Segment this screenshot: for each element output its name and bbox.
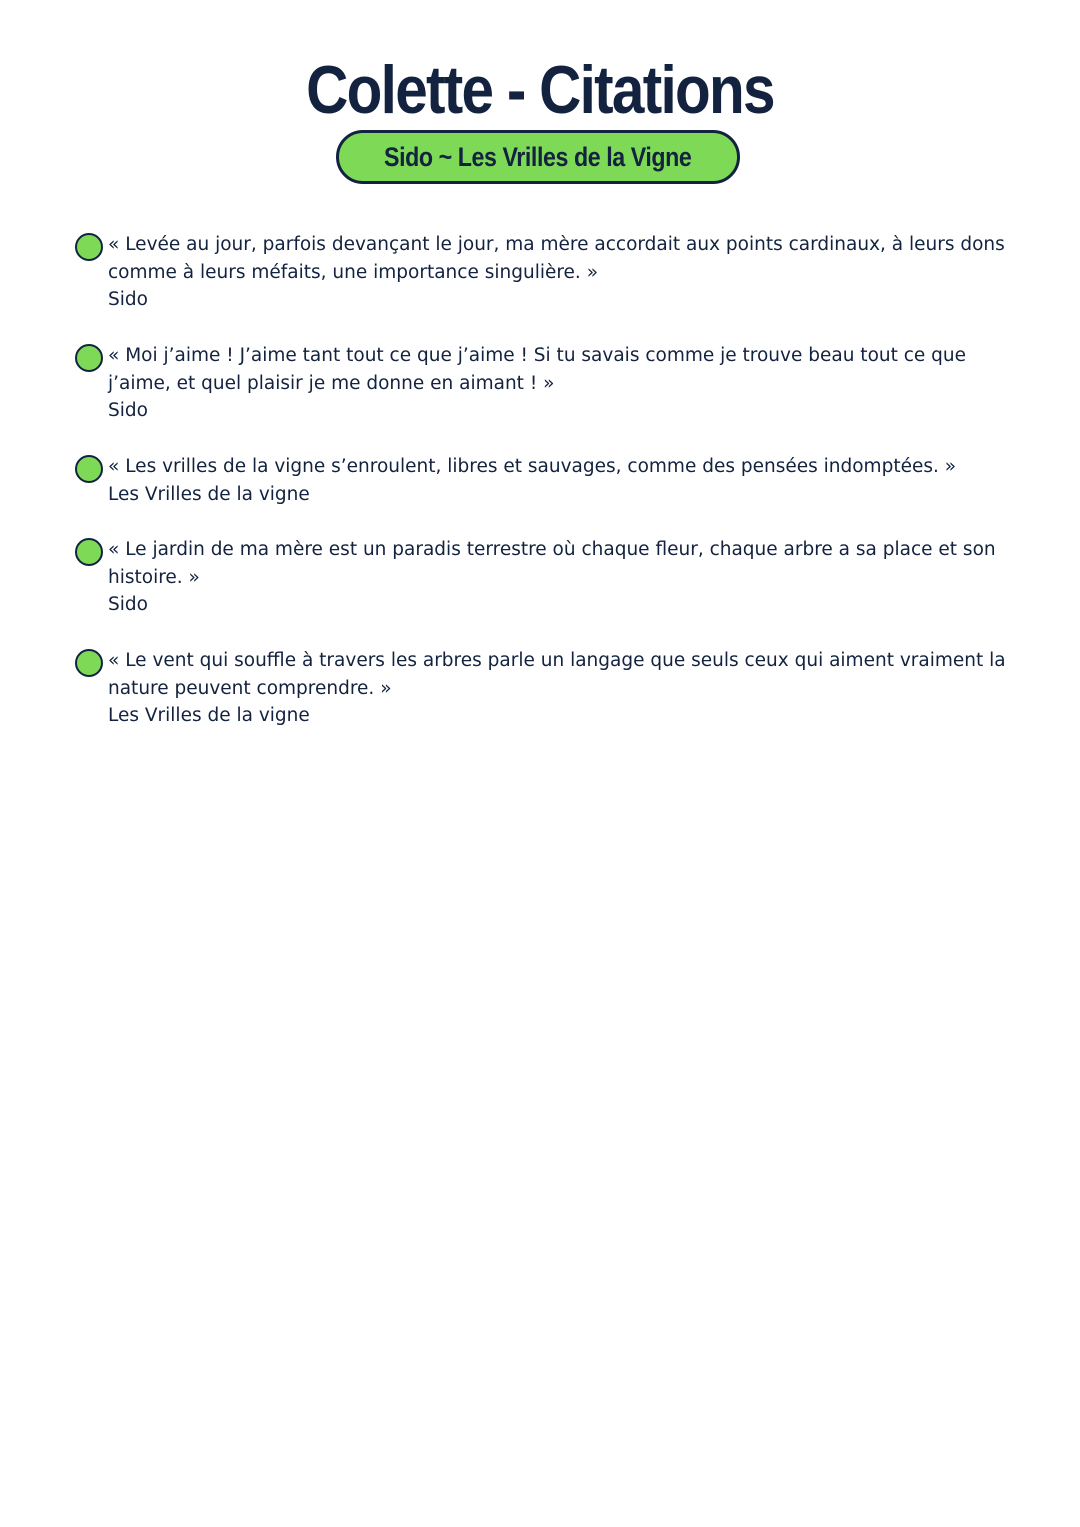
quote-text: « Les vrilles de la vigne s’enroulent, libres et sauvages, comme des pensées indomptées. »	[108, 456, 957, 477]
bullet-circle-icon	[75, 649, 103, 677]
bullet-circle-icon	[75, 344, 103, 372]
quote-source: Les Vrilles de la vigne	[108, 705, 310, 726]
quote-source: Sido	[108, 289, 148, 310]
bullet-circle-icon	[75, 455, 103, 483]
quote-block	[108, 453, 1033, 508]
quote-block	[108, 647, 1033, 730]
quote-text: « Le jardin de ma mère est un paradis terrestre où chaque fleur, chaque arbre a sa place et son histoire. »	[108, 539, 996, 588]
quote-source: Sido	[108, 400, 148, 421]
quote-source: Sido	[108, 594, 148, 615]
quote-source: Les Vrilles de la vigne	[108, 483, 310, 505]
quote-block	[108, 536, 1033, 619]
quote-text: « Le vent qui souffle à travers les arbres parle un langage que seuls ceux qui aiment vraiment la nature peuvent comprendre. »	[108, 650, 1006, 699]
subtitle-text: Sido ~ Les Vrilles de la Vigne	[384, 141, 692, 172]
quote-block	[108, 231, 1033, 314]
bullet-circle-icon	[75, 233, 103, 261]
quote-block	[108, 342, 1033, 425]
bullet-circle-icon	[75, 538, 103, 566]
quote-text: « Moi j’aime ! J’aime tant tout ce que j’aime ! Si tu savais comme je trouve beau tout ce que j’aime, et quel plaisir je me donne en aimant ! »	[108, 345, 967, 394]
quote-text: « Levée au jour, parfois devançant le jour, ma mère accordait aux points cardinaux, à leurs dons comme à leurs méfaits, une importance singulière. »	[108, 234, 1005, 283]
page-title: Colette - Citations	[306, 52, 774, 128]
